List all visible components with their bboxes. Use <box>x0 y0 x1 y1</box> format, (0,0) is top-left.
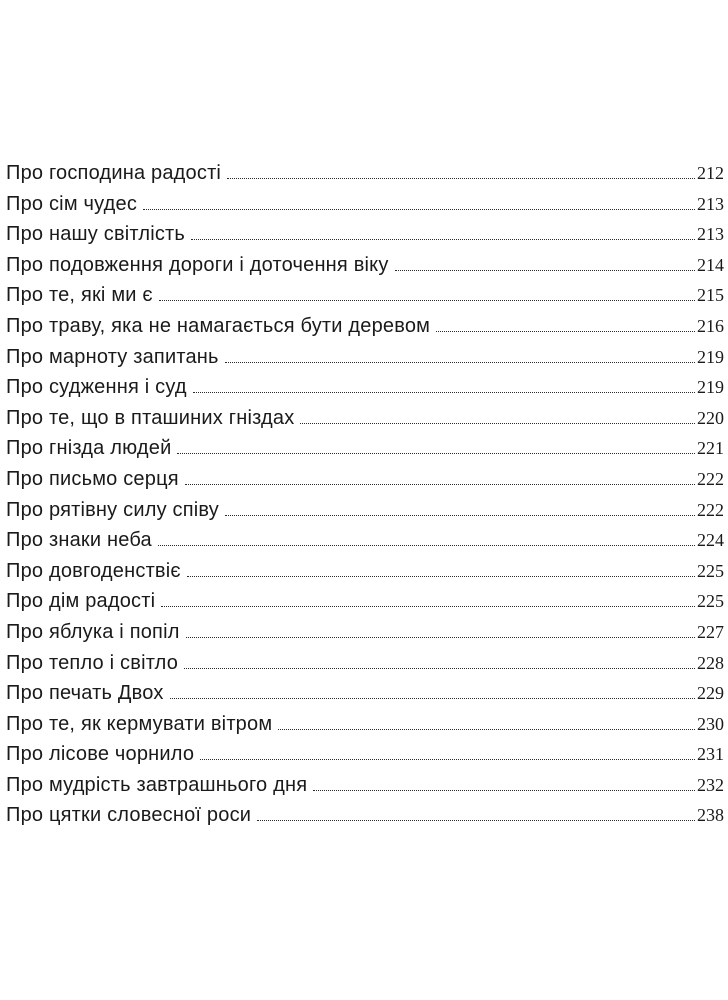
dot-leader <box>200 759 695 760</box>
toc-entry-title: Про печать Двох <box>6 682 164 705</box>
dot-leader <box>177 453 695 454</box>
toc-entry-title: Про яблука і попіл <box>6 620 180 643</box>
dot-leader <box>225 362 695 363</box>
dot-leader <box>186 637 695 638</box>
toc-entry <box>6 617 724 648</box>
toc-entry-page: 213 <box>697 224 724 245</box>
toc-entry-title: Про судження і суд <box>6 376 187 399</box>
toc-entry-title: Про мудрість завтрашнього дня <box>6 773 308 796</box>
toc-entry-title: Про господина радості <box>6 162 222 184</box>
toc-entry <box>6 648 724 679</box>
toc-entry <box>6 158 724 189</box>
toc-entry-title: Про траву, яка не намагається бути деревом <box>6 314 431 337</box>
toc-entry-page: 222 <box>697 468 724 489</box>
toc-entry-title: Про знаки неба <box>6 529 152 552</box>
dot-leader <box>257 820 695 821</box>
toc-entry-page: 230 <box>697 713 724 734</box>
toc-entry-page: 231 <box>697 744 724 765</box>
dot-leader <box>227 178 695 179</box>
toc-entry-page: 227 <box>697 621 724 642</box>
toc-entry-page: 225 <box>697 591 724 612</box>
toc-entry-title: Про рятівну силу співу <box>6 498 219 521</box>
toc-entry <box>6 709 724 740</box>
toc-entry-title: Про подовження дороги і доточення віку <box>6 253 389 276</box>
toc-entry-page: 225 <box>697 560 724 581</box>
toc-entry-title: Про дім радості <box>6 590 156 613</box>
dot-leader <box>278 729 695 730</box>
toc-entry <box>6 433 724 464</box>
toc-entry <box>6 770 724 801</box>
toc-entry <box>6 525 724 556</box>
toc-entry-page: 228 <box>697 652 724 673</box>
toc-entry-title: Про те, що в пташиних гніздах <box>6 406 295 429</box>
table-of-contents <box>6 158 724 831</box>
dot-leader <box>193 392 695 393</box>
toc-entry-page: 222 <box>697 499 724 520</box>
dot-leader <box>159 300 695 301</box>
dot-leader <box>313 790 695 791</box>
toc-entry <box>6 586 724 617</box>
toc-entry-title: Про лісове чорнило <box>6 743 195 766</box>
toc-entry-title: Про те, як кермувати вітром <box>6 712 273 735</box>
toc-entry <box>6 556 724 587</box>
toc-entry-page: 238 <box>697 805 724 826</box>
dot-leader <box>191 239 695 240</box>
dot-leader <box>225 515 695 516</box>
toc-entry <box>6 311 724 342</box>
toc-entry-page: 216 <box>697 315 724 336</box>
toc-entry-title: Про нашу світлість <box>6 223 186 246</box>
toc-entry-title: Про письмо серця <box>6 467 179 490</box>
toc-entry <box>6 219 724 250</box>
toc-entry-title: Про марноту запитань <box>6 345 219 368</box>
dot-leader <box>187 576 695 577</box>
toc-entry <box>6 250 724 281</box>
dot-leader <box>158 545 695 546</box>
toc-entry-page: 212 <box>697 163 724 183</box>
dot-leader <box>161 606 695 607</box>
dot-leader <box>185 484 695 485</box>
dot-leader <box>170 698 695 699</box>
toc-entry <box>6 342 724 373</box>
toc-entry-page: 215 <box>697 285 724 306</box>
dot-leader <box>184 668 695 669</box>
toc-entry-page: 224 <box>697 530 724 551</box>
dot-leader <box>436 331 695 332</box>
dot-leader <box>143 209 695 210</box>
toc-entry-page: 232 <box>697 774 724 795</box>
toc-entry-title: Про тепло і світло <box>6 651 179 674</box>
toc-entry-title: Про сім чудес <box>6 192 138 215</box>
toc-entry-title: Про довгоденствіє <box>6 559 181 582</box>
toc-entry <box>6 739 724 770</box>
dot-leader <box>300 423 695 424</box>
toc-entry <box>6 800 724 831</box>
toc-entry <box>6 372 724 403</box>
toc-entry-title: Про те, які ми є <box>6 284 153 307</box>
toc-entry-page: 220 <box>697 407 724 428</box>
toc-entry-title: Про цятки словесної роси <box>6 804 252 827</box>
toc-entry-title: Про гнізда людей <box>6 437 172 460</box>
toc-entry-page: 219 <box>697 377 724 398</box>
toc-entry <box>6 464 724 495</box>
toc-entry <box>6 495 724 526</box>
toc-entry <box>6 189 724 220</box>
toc-entry-page: 214 <box>697 254 724 275</box>
dot-leader <box>395 270 695 271</box>
toc-entry-page: 213 <box>697 193 724 214</box>
toc-entry <box>6 678 724 709</box>
toc-entry-page: 221 <box>697 438 724 459</box>
toc-entry-page: 219 <box>697 346 724 367</box>
toc-entry <box>6 280 724 311</box>
toc-entry-page: 229 <box>697 683 724 704</box>
toc-entry <box>6 403 724 434</box>
